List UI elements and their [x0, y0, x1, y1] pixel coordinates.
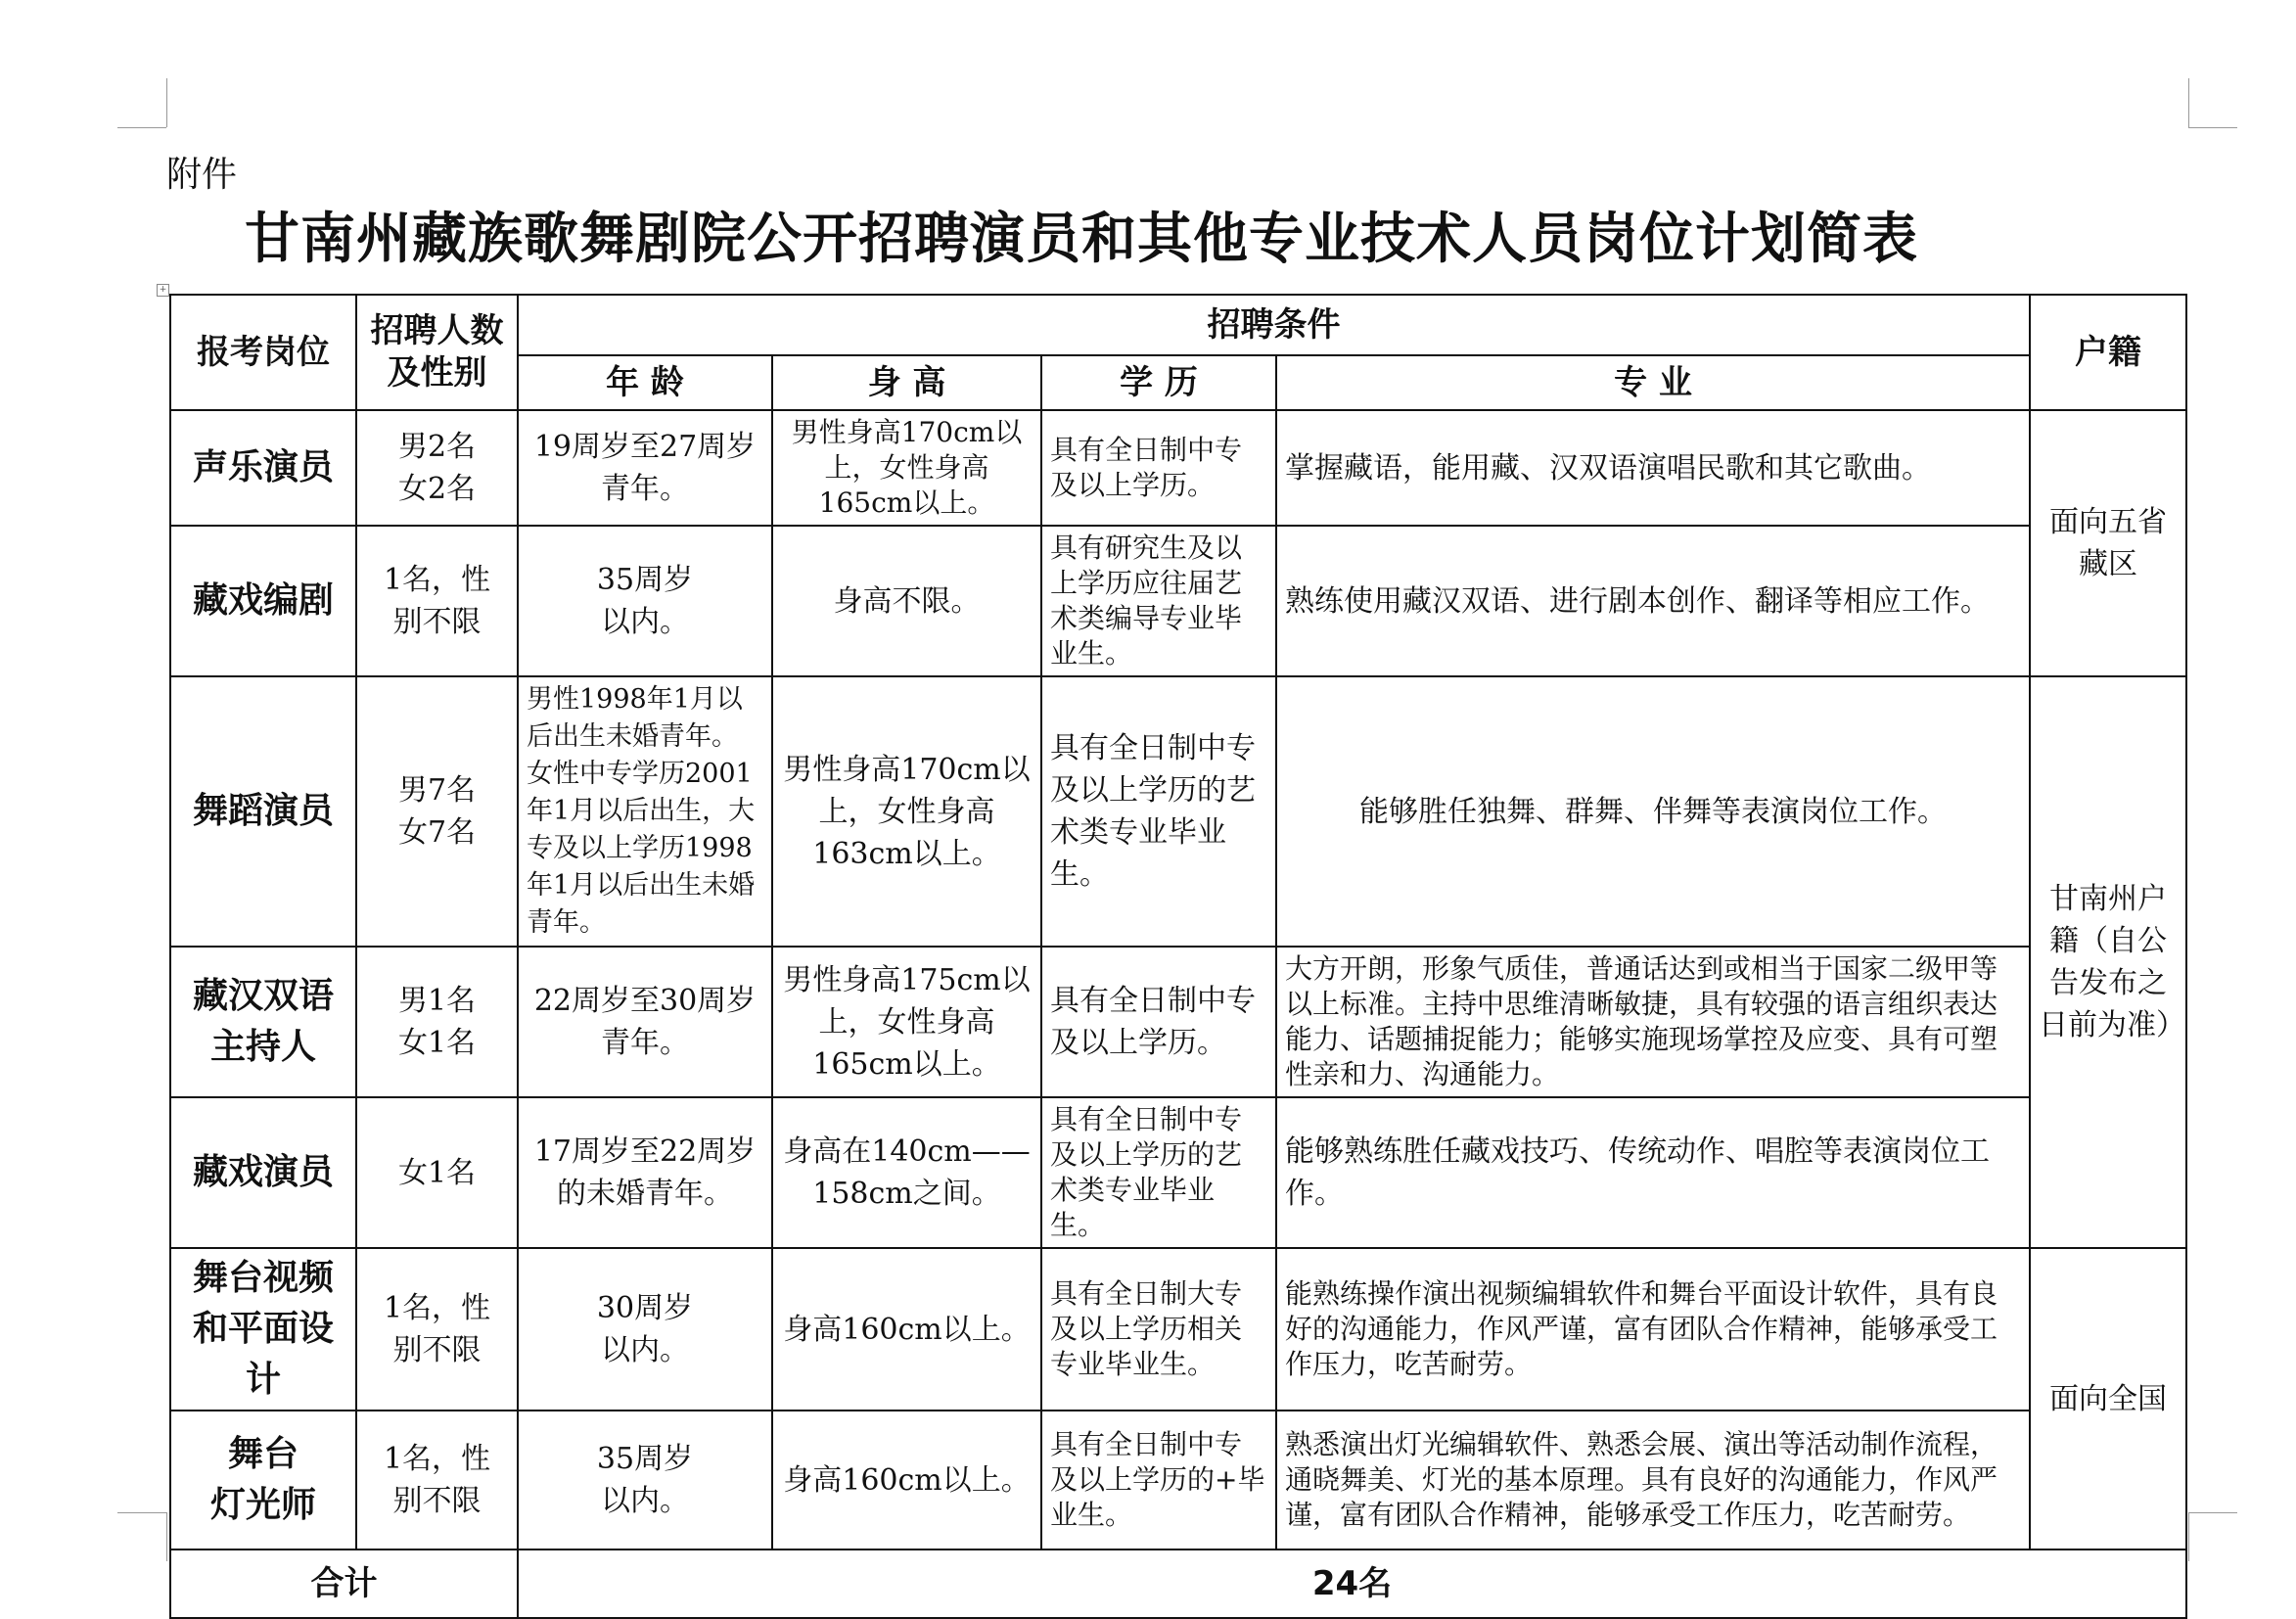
row-position: 舞蹈演员	[170, 676, 356, 947]
row-height: 男性身高170cm以上，女性身高163cm以上。	[772, 676, 1041, 947]
table-row	[170, 947, 2186, 1097]
row-count	[356, 947, 518, 1097]
row-age	[518, 526, 772, 676]
row-count-line2: 别不限	[392, 605, 482, 639]
row-age: 17周岁至22周岁的未婚青年。	[518, 1097, 772, 1248]
row-count	[356, 1248, 518, 1411]
table-move-handle-icon[interactable]: +	[157, 284, 169, 297]
table-row	[170, 410, 2186, 526]
row-position: 声乐演员	[170, 410, 356, 526]
header-education: 学 历	[1041, 355, 1276, 410]
header-count-gender-line2: 及性别	[387, 353, 487, 393]
row-major: 大方开朗，形象气质佳，普通话达到或相当于国家二级甲等以上标准。主持中思维清晰敏捷，具有较强的语言组织表达能力、话题捕捉能力；能够实施现场掌控及应变、具有可塑性亲和力、沟通能力。	[1276, 947, 2030, 1097]
row-count-line1: 男2名	[397, 430, 477, 464]
row-position-line1: 藏汉双语	[192, 976, 334, 1016]
row-major: 熟练使用藏汉双语、进行剧本创作、翻译等相应工作。	[1276, 526, 2030, 676]
row-height: 男性身高170cm以上，女性身高165cm以上。	[772, 410, 1041, 526]
row-age: 男性1998年1月以后出生未婚青年。女性中专学历2001年1月以后出生，大专及以上学历1998年1月以后出生未婚青年。	[518, 676, 772, 947]
recruitment-plan-table	[169, 294, 2187, 1619]
row-count-line2: 别不限	[392, 1333, 482, 1367]
row-count-line2: 女2名	[397, 472, 477, 506]
total-label: 合计	[170, 1550, 518, 1618]
row-height: 男性身高175cm以上，女性身高165cm以上。	[772, 947, 1041, 1097]
table-row	[170, 1411, 2186, 1550]
row-major: 掌握藏语，能用藏、汉双语演唱民歌和其它歌曲。	[1276, 410, 2030, 526]
row-height: 身高不限。	[772, 526, 1041, 676]
row-count-line1: 1名，性	[383, 563, 491, 597]
row-count-line1: 1名，性	[383, 1442, 491, 1476]
row-education: 具有全日制中专及以上学历的艺术类专业毕业生。	[1041, 1097, 1276, 1248]
attachment-label: 附件	[166, 155, 238, 195]
row-count-line2: 女1名	[397, 1026, 477, 1060]
table-row	[170, 1097, 2186, 1248]
header-conditions: 招聘条件	[518, 295, 2030, 355]
header-age: 年 龄	[518, 355, 772, 410]
row-education: 具有全日制中专及以上学历的艺术类专业毕业生。	[1041, 676, 1276, 947]
crop-mark-top-right-v	[2188, 78, 2189, 127]
row-education: 具有全日制中专及以上学历。	[1041, 947, 1276, 1097]
row-education: 具有全日制中专及以上学历的+毕业生。	[1041, 1411, 1276, 1550]
header-count-gender	[356, 295, 518, 410]
row-position: 藏戏编剧	[170, 526, 356, 676]
row-position-line2: 和平面设计	[192, 1309, 334, 1400]
row-education: 具有研究生及以上学历应往届艺术类编导专业毕业生。	[1041, 526, 1276, 676]
row-age-line1: 35周岁	[596, 1442, 694, 1476]
row-count-line1: 1名，性	[383, 1291, 491, 1325]
row-major: 能够熟练胜任藏戏技巧、传统动作、唱腔等表演岗位工作。	[1276, 1097, 2030, 1248]
row-position	[170, 947, 356, 1097]
row-position-line2: 主持人	[209, 1027, 316, 1067]
table-row	[170, 526, 2186, 676]
row-age: 22周岁至30周岁青年。	[518, 947, 772, 1097]
row-count	[356, 1411, 518, 1550]
row-count: 女1名	[356, 1097, 518, 1248]
crop-mark-top-right-h	[2188, 127, 2237, 128]
row-count	[356, 410, 518, 526]
row-count	[356, 526, 518, 676]
total-value: 24名	[518, 1550, 2186, 1618]
row-age-line2: 以内。	[601, 605, 689, 639]
row-age-line1: 35周岁	[596, 563, 694, 597]
row-height: 身高在140cm——158cm之间。	[772, 1097, 1041, 1248]
crop-mark-bottom-right-h	[2188, 1512, 2237, 1513]
row-count-line1: 男7名	[397, 773, 477, 808]
table-row	[170, 676, 2186, 947]
row-major: 能够胜任独舞、群舞、伴舞等表演岗位工作。	[1276, 676, 2030, 947]
row-education: 具有全日制中专及以上学历。	[1041, 410, 1276, 526]
row-age	[518, 1248, 772, 1411]
header-major: 专 业	[1276, 355, 2030, 410]
row-height: 身高160cm以上。	[772, 1248, 1041, 1411]
total-row	[170, 1550, 2186, 1618]
crop-mark-top-left-h	[117, 127, 166, 128]
crop-mark-bottom-right-v	[2188, 1512, 2189, 1561]
row-major: 能熟练操作演出视频编辑软件和舞台平面设计软件，具有良好的沟通能力，作风严谨，富有团队合作精神，能够承受工作压力，吃苦耐劳。	[1276, 1248, 2030, 1411]
header-height: 身 高	[772, 355, 1041, 410]
row-age	[518, 1411, 772, 1550]
household-group-3: 面向全国	[2030, 1248, 2186, 1550]
row-education: 具有全日制大专及以上学历相关专业毕业生。	[1041, 1248, 1276, 1411]
crop-mark-top-left-v	[166, 78, 167, 127]
row-position: 藏戏演员	[170, 1097, 356, 1248]
household-group-1: 面向五省藏区	[2030, 410, 2186, 676]
header-row-1	[170, 295, 2186, 355]
table-row	[170, 1248, 2186, 1411]
row-age-line2: 以内。	[601, 1484, 689, 1518]
row-position-line1: 舞台	[227, 1434, 298, 1474]
row-count	[356, 676, 518, 947]
household-group-2: 甘南州户籍（自公告发布之日前为准）	[2030, 676, 2186, 1248]
crop-mark-bottom-left-h	[117, 1512, 166, 1513]
row-age-line2: 以内。	[601, 1333, 689, 1367]
row-height: 身高160cm以上。	[772, 1411, 1041, 1550]
header-count-gender-line1: 招聘人数	[370, 311, 504, 350]
row-age: 19周岁至27周岁青年。	[518, 410, 772, 526]
row-count-line1: 男1名	[397, 984, 477, 1018]
header-household: 户籍	[2030, 295, 2186, 410]
row-position-line1: 舞台视频	[192, 1258, 334, 1298]
row-position	[170, 1411, 356, 1550]
row-count-line2: 女7名	[397, 815, 477, 850]
row-age-line1: 30周岁	[596, 1291, 694, 1325]
row-count-line2: 别不限	[392, 1484, 482, 1518]
row-major: 熟悉演出灯光编辑软件、熟悉会展、演出等活动制作流程，通晓舞美、灯光的基本原理。具有良好的沟通能力，作风严谨，富有团队合作精神，能够承受工作压力，吃苦耐劳。	[1276, 1411, 2030, 1550]
row-position-line2: 灯光师	[209, 1485, 316, 1525]
header-position: 报考岗位	[170, 295, 356, 410]
row-position	[170, 1248, 356, 1411]
crop-mark-bottom-left-v	[166, 1512, 167, 1561]
document-title: 甘南州藏族歌舞剧院公开招聘演员和其他专业技术人员岗位计划简表	[245, 208, 1918, 271]
